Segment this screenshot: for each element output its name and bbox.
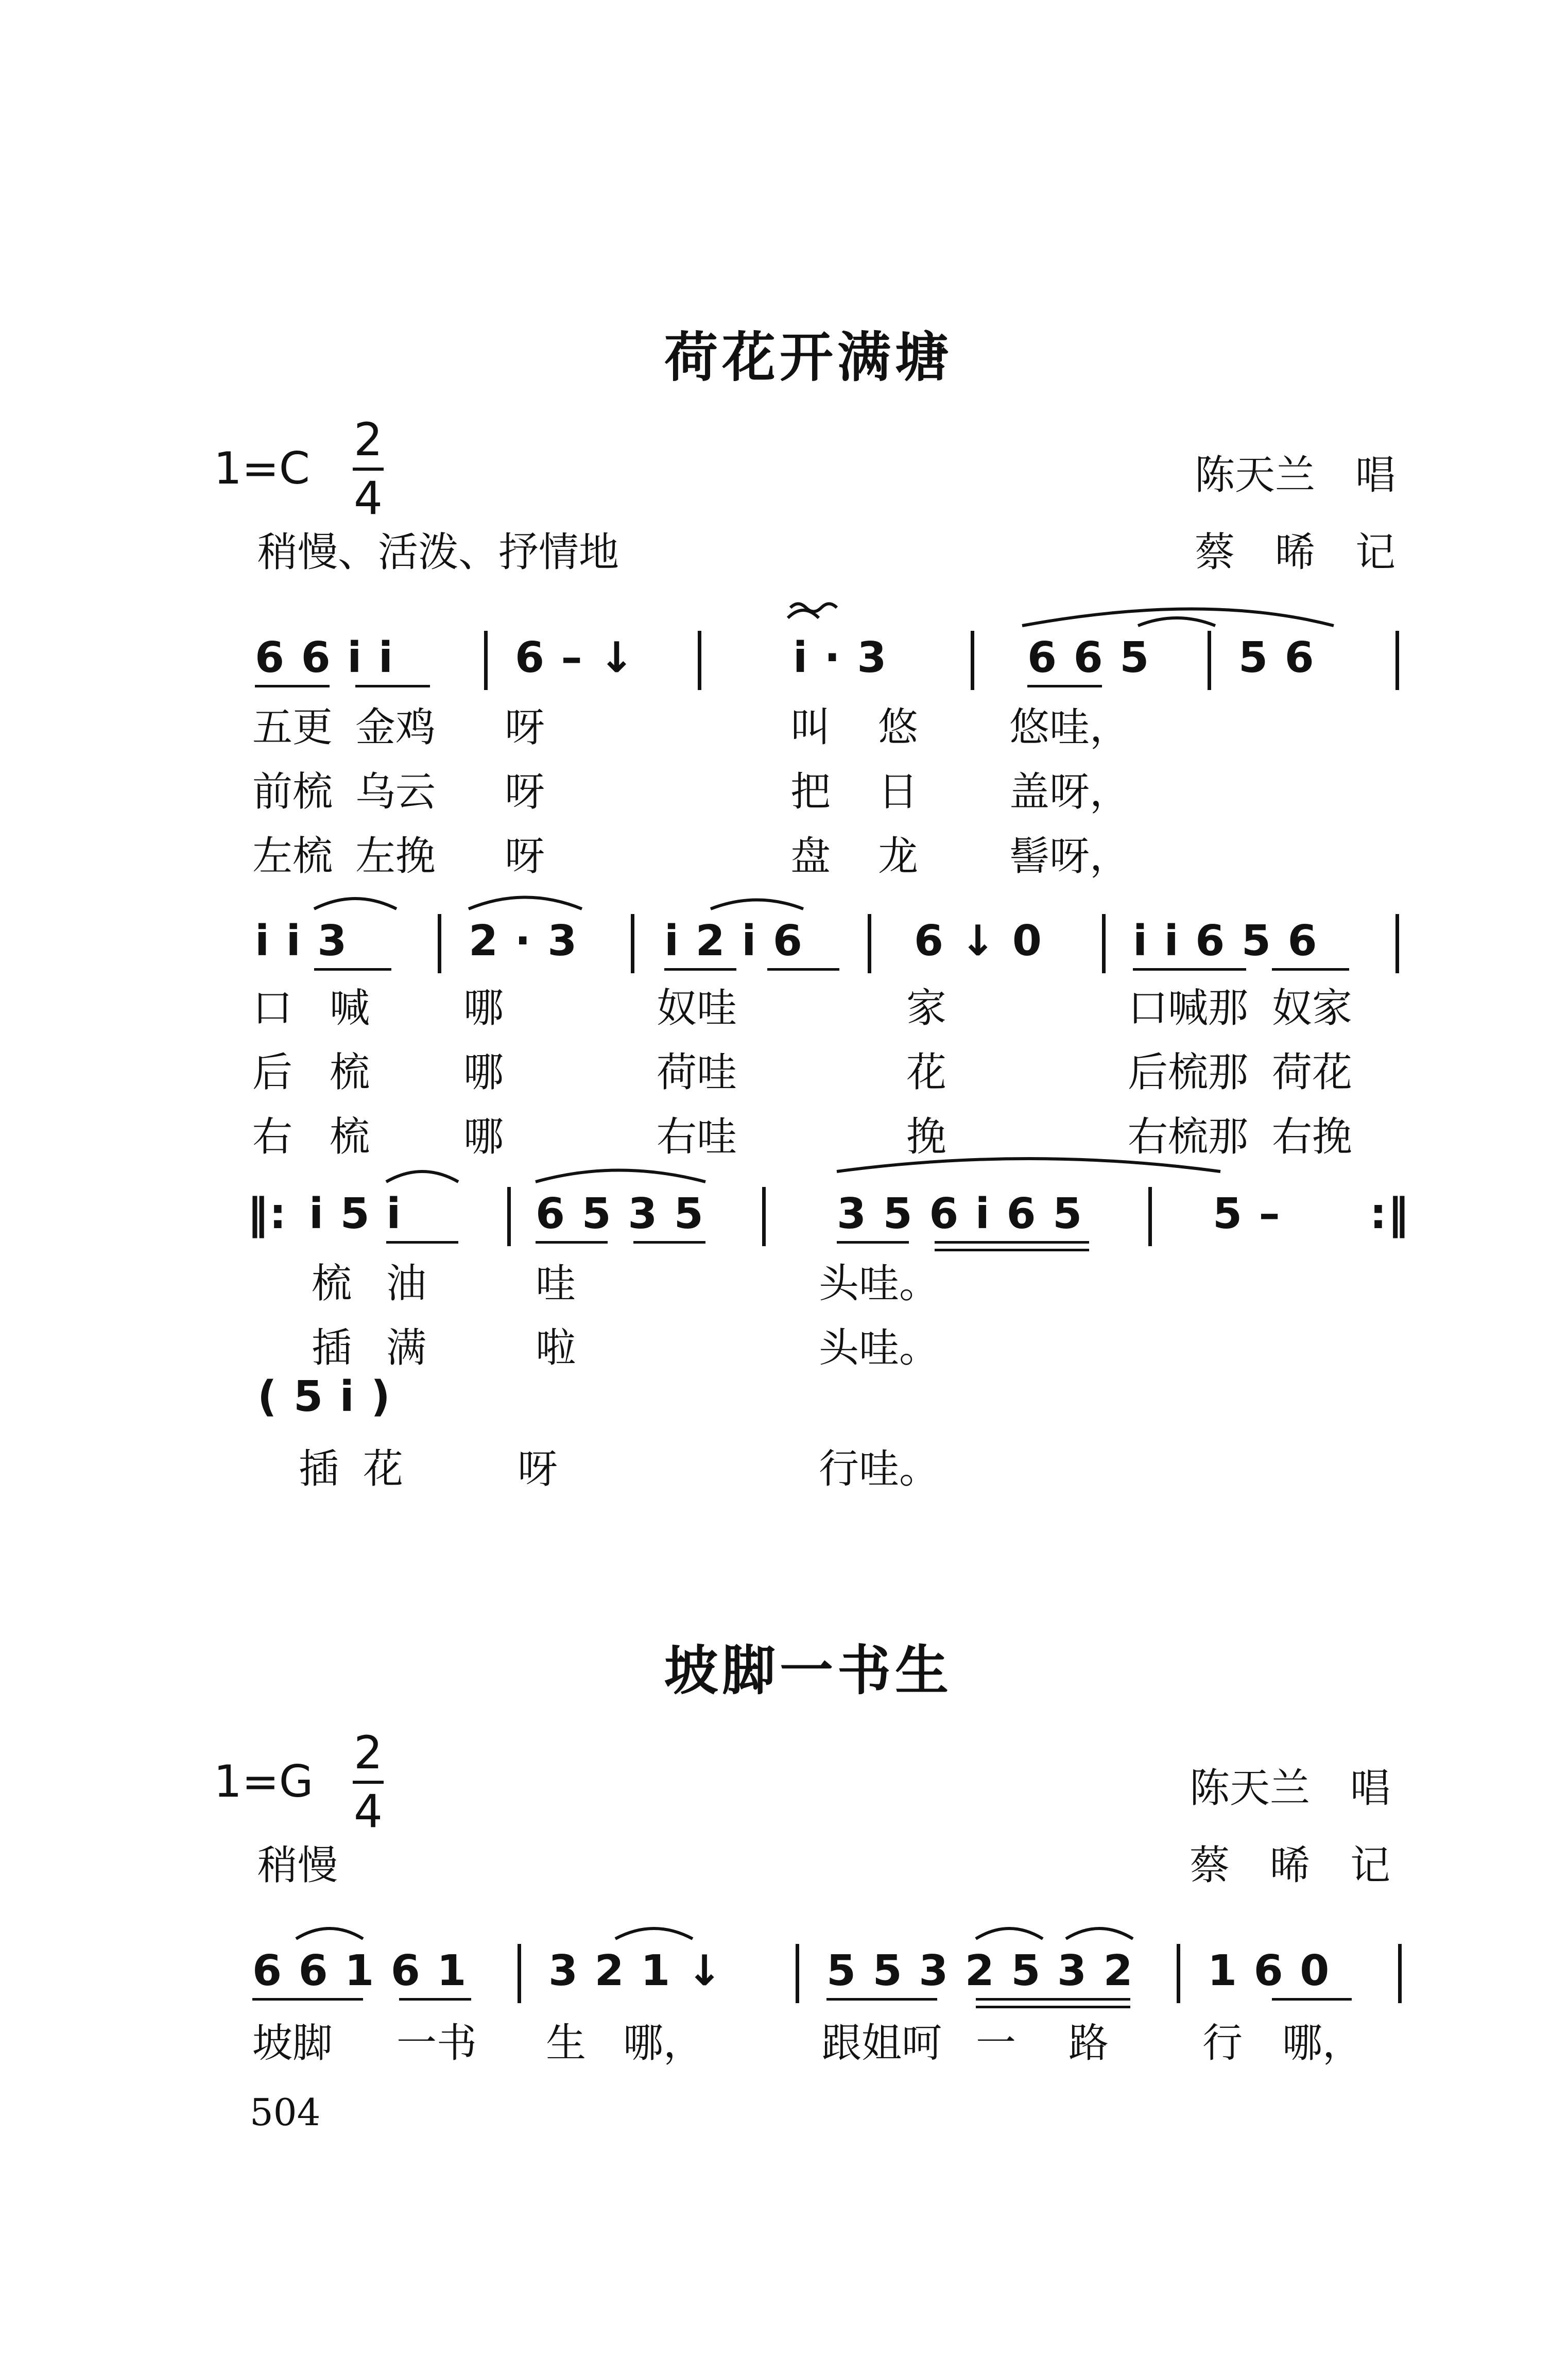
note-group: 6 ↓ 0 (914, 917, 1043, 966)
note-group: 5 5 3 2 5 3 2 (826, 1946, 1134, 1995)
note-group: i 2 i 6 (664, 917, 803, 966)
lyric: 口 (252, 985, 293, 1031)
lyric: 油 (386, 1261, 427, 1307)
lyric: 头哇。 (819, 1325, 940, 1371)
song1-singer: 陈天兰 唱 (1195, 452, 1396, 498)
lyric: 呀 (518, 1446, 558, 1492)
lyric: 奴哇 (657, 985, 737, 1031)
repeat-start: ‖: (247, 1190, 287, 1238)
lyric: 花 (363, 1446, 404, 1492)
song2-title: 坡脚一书生 (664, 1639, 953, 1702)
lyric: 荷哇 (657, 1049, 737, 1096)
lyric: 左挽 (355, 833, 436, 880)
lyric: 右哇 (657, 1114, 737, 1160)
lyric: 哇 (536, 1261, 576, 1307)
lyric: 满 (386, 1325, 427, 1371)
lyric: 叫 (790, 704, 831, 751)
lyric: 龙 (878, 833, 919, 880)
lyric: 梳 (312, 1261, 352, 1307)
lyric: 奴家 (1272, 985, 1353, 1031)
lyric: 坡脚 (252, 2020, 333, 2066)
lyric: 一书 (397, 2020, 477, 2066)
lyric: 梳 (330, 1049, 370, 1096)
lyric: 左梳 (252, 833, 333, 880)
song2-recorder: 蔡 晞 记 (1190, 1842, 1391, 1889)
lyric: 啦 (536, 1325, 576, 1371)
note-group: 2 · 3 (469, 917, 578, 966)
note-group: 6 6 5 (1027, 633, 1150, 682)
lyric: 金鸡 (355, 704, 436, 751)
note-group: i i 3 (255, 917, 348, 966)
repeat-end: :‖ (1370, 1190, 1410, 1238)
note-group: 3 2 1 ↓ (548, 1946, 723, 1995)
slur (976, 1928, 1043, 1939)
lyric: 哪， (1282, 2020, 1363, 2066)
lyric: 乌云 (355, 769, 436, 815)
song2-singer: 陈天兰 唱 (1190, 1765, 1391, 1812)
song1-tempo: 稍慢、活泼、抒情地 (257, 529, 619, 576)
note-group: 5 6 (1238, 633, 1315, 682)
note-group: i i 6 5 6 (1133, 917, 1318, 966)
lyric: 髻呀， (1009, 833, 1130, 880)
lyric: 哪， (623, 2020, 704, 2066)
lyric: 盖呀， (1009, 769, 1130, 815)
lyric: 生 (546, 2020, 587, 2066)
lyric: 喊 (330, 985, 370, 1031)
lyric: 挽 (906, 1114, 947, 1160)
song1-key: 1=C (214, 443, 310, 494)
lyric: 把 (790, 769, 831, 815)
song2-key: 1=G (214, 1756, 314, 1807)
slur (296, 1928, 363, 1939)
lyric: 右 (252, 1114, 293, 1160)
lyric: 跟姐呵 (821, 2020, 942, 2066)
note-group: 6 6 i i (255, 633, 394, 682)
note-group: 6 5 3 5 (536, 1190, 704, 1238)
song1-time-bottom: 4 (354, 472, 383, 525)
lyric: 悠 (878, 704, 919, 751)
lyric: 日 (878, 769, 919, 815)
lyric: 头哇。 (819, 1261, 940, 1307)
note-group: 6 6 1 6 1 (252, 1946, 468, 1995)
lyric: 路 (1069, 2020, 1109, 2066)
lyric: 悠哇， (1009, 704, 1130, 751)
lyric: 行 (1202, 2020, 1243, 2066)
lyric: 后 (252, 1049, 293, 1096)
note-group: 5 – (1213, 1190, 1281, 1238)
song2-tempo: 稍慢 (257, 1842, 338, 1889)
lyric: 家 (906, 985, 947, 1031)
note-group: 6 – ↓ (515, 633, 635, 682)
lyric: 盘 (790, 833, 831, 880)
lyric: 呀 (505, 769, 545, 815)
lyric: 后梳那 (1128, 1049, 1249, 1096)
note-group: i · 3 (793, 633, 888, 682)
lyric: 哪 (463, 1049, 504, 1096)
alt-notes: ( 5 i ) (257, 1372, 391, 1421)
lyric: 梳 (330, 1114, 370, 1160)
lyric: 一 (976, 2020, 1016, 2066)
song2-time-top: 2 (354, 1726, 383, 1779)
slur (1066, 1928, 1133, 1939)
lyric: 五更 (252, 704, 333, 751)
lyric: 右梳那 (1128, 1114, 1249, 1160)
lyric: 呀 (505, 704, 545, 751)
lyric: 哪 (463, 985, 504, 1031)
page-number: 504 (250, 2091, 321, 2134)
note-group: i 5 i (309, 1190, 402, 1238)
lyric: 插 (299, 1446, 339, 1492)
lyric: 插 (312, 1325, 352, 1371)
lyric: 右挽 (1272, 1114, 1353, 1160)
lyric: 前梳 (252, 769, 333, 815)
lyric: 呀 (505, 833, 545, 880)
note-group: 1 6 0 (1208, 1946, 1331, 1995)
song1-time-top: 2 (354, 413, 383, 466)
lyric: 口喊那 (1128, 985, 1249, 1031)
lyric: 哪 (463, 1114, 504, 1160)
lyric: 荷花 (1272, 1049, 1353, 1096)
lyric: 花 (906, 1049, 947, 1096)
song1-title: 荷花开满塘 (664, 326, 953, 389)
song1-recorder: 蔡 晞 记 (1195, 529, 1396, 576)
note-group: 3 5 6 i 6 5 (837, 1190, 1083, 1238)
slur (615, 1928, 693, 1939)
song2-time-bottom: 4 (354, 1785, 383, 1838)
lyric: 行哇。 (819, 1446, 940, 1492)
